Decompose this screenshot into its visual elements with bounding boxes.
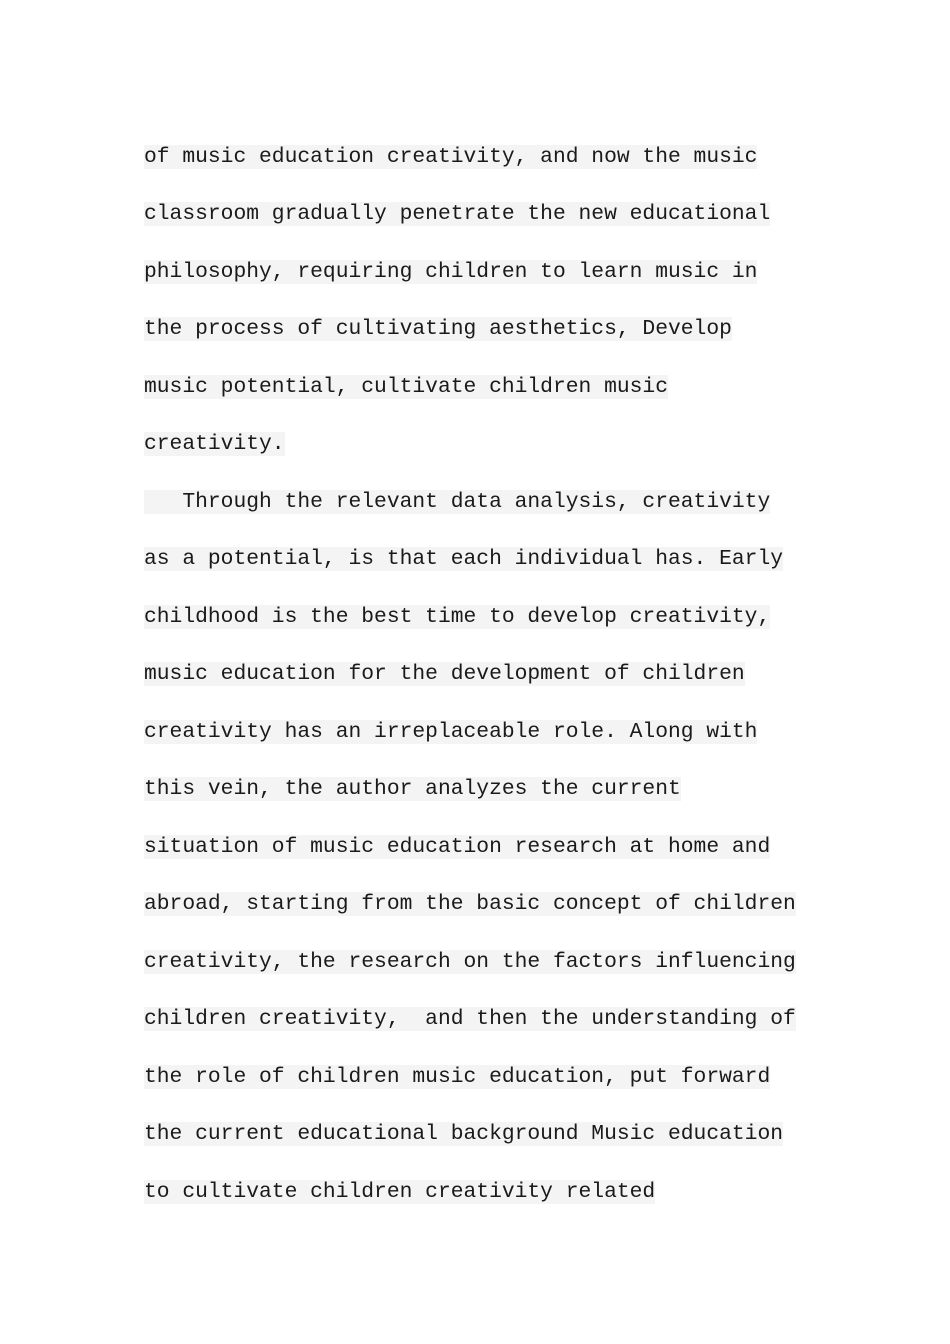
text-line: creativity, the research on the factors influencing — [144, 950, 796, 974]
text-line: of music education creativity, and now the music — [144, 145, 758, 169]
text-line: creativity. — [144, 432, 285, 456]
text-line: the process of cultivating aesthetics, Develop — [144, 317, 732, 341]
text-line: the role of children music education, put forward — [144, 1065, 771, 1089]
text-line: to cultivate children creativity related — [144, 1180, 656, 1204]
text-line: abroad, starting from the basic concept of children — [144, 892, 796, 916]
text-line: children creativity, and then the understanding of — [144, 1007, 796, 1031]
text-line: music education for the development of children — [144, 662, 745, 686]
text-line: classroom gradually penetrate the new educational — [144, 202, 771, 226]
text-line: creativity has an irreplaceable role. Along with — [144, 720, 758, 744]
text-line: childhood is the best time to develop creativity, — [144, 605, 771, 629]
text-line: as a potential, is that each individual has. Early — [144, 547, 784, 571]
text-line: this vein, the author analyzes the current — [144, 777, 681, 801]
text-line: situation of music education research at home and — [144, 835, 771, 859]
text-line: Through the relevant data analysis, creativity — [144, 490, 771, 514]
text-line: music potential, cultivate children music — [144, 375, 668, 399]
text-line: philosophy, requiring children to learn music in — [144, 260, 758, 284]
text-line: the current educational background Music education — [144, 1122, 784, 1146]
